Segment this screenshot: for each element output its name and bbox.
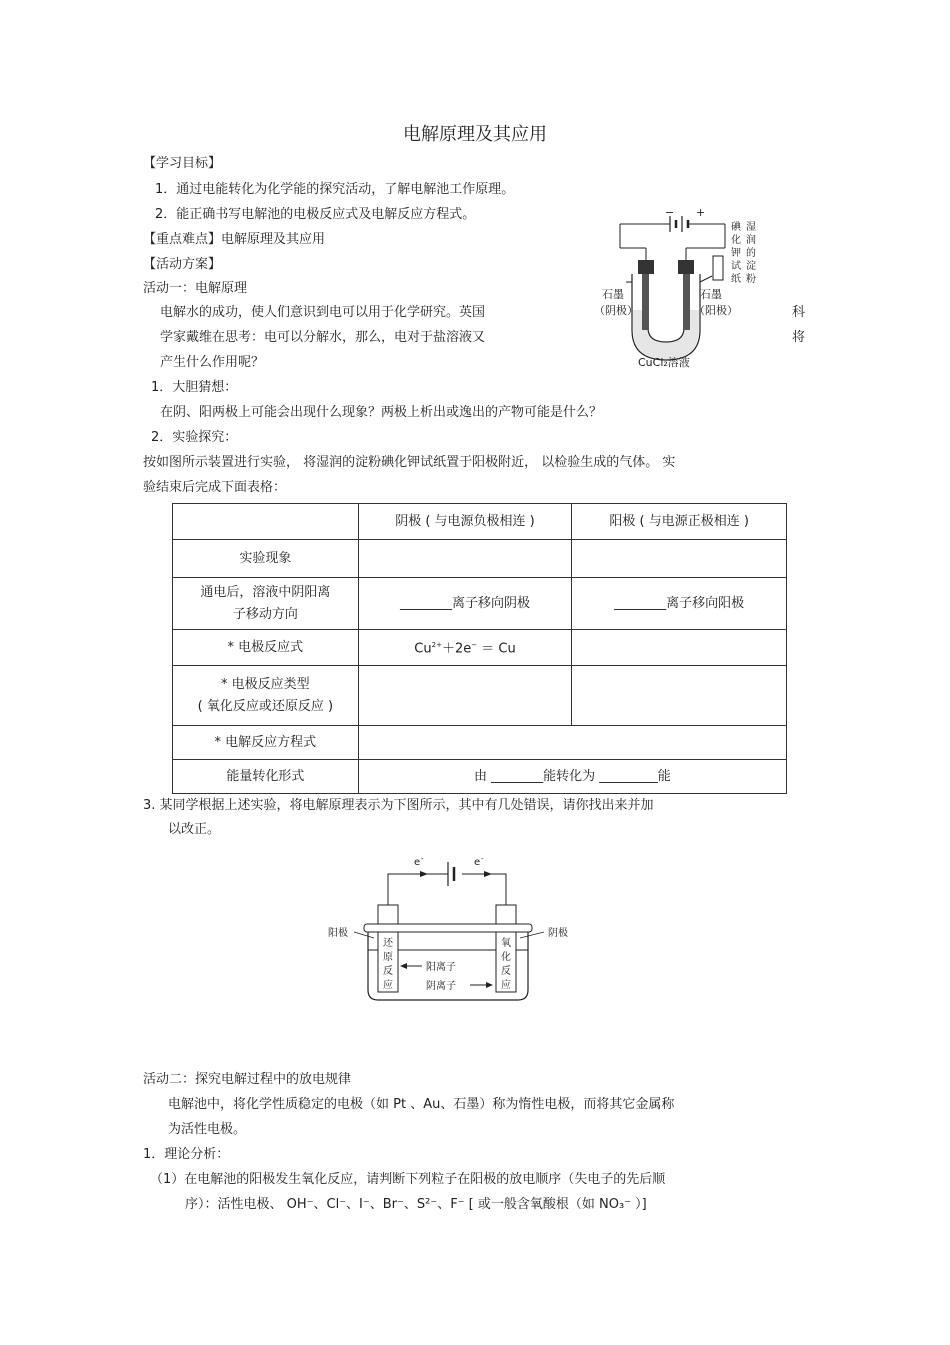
question-1: 1．大胆猜想： bbox=[151, 380, 238, 395]
question-2: 2．实验探究： bbox=[151, 430, 238, 445]
solution-label: CuCl₂溶液 bbox=[638, 356, 690, 369]
cell-empty bbox=[358, 666, 572, 726]
table-row bbox=[173, 578, 787, 630]
electron-label-right: e bbox=[474, 857, 481, 868]
cell-empty bbox=[572, 540, 787, 578]
question-3-line-1: 3. 某同学根据上述实验，将电解原理表示为下图所示，其中有几处错误，请你找出来并加 bbox=[143, 798, 654, 813]
row-label-move-line-1: 通电后，溶液中阴阳离 bbox=[200, 584, 331, 600]
left-electrode-label: 阳极 bbox=[328, 928, 348, 939]
question-2-line-1: 按如图所示装置进行实验， 将湿润的淀粉碘化钾试纸置于阳极附近， 以检验生成的气体。 实 bbox=[143, 455, 676, 470]
minus-sign: − bbox=[665, 206, 675, 219]
goal-2: 2．能正确书写电解池的电极反应式及电解反应方程式。 bbox=[155, 207, 476, 222]
reaction-cu: Cu bbox=[414, 641, 432, 657]
activity-one-title: 活动一：电解原理 bbox=[143, 281, 248, 296]
row-label-move bbox=[173, 578, 359, 630]
plan-header: 【活动方案】 bbox=[143, 257, 222, 272]
question-1-text: 在阴、阳两极上可能会出现什么现象？两极上析出或逸出的产物可能是什么？ bbox=[160, 405, 603, 420]
anion-label: 阴离子 bbox=[426, 981, 456, 992]
electron-sup-right: - bbox=[481, 855, 484, 863]
left-box-char-2: 反 bbox=[383, 966, 393, 977]
left-box-char-3: 应 bbox=[383, 980, 393, 991]
table-row bbox=[173, 630, 787, 666]
intro-line-3: 产生什么作用呢？ bbox=[160, 355, 265, 370]
goal-1: 1．通过电能转化为化学能的探究活动，了解电解池工作原理。 bbox=[155, 182, 515, 197]
reaction-end: ＝ Cu bbox=[481, 641, 516, 657]
right-electrode-label: 阴极 bbox=[548, 928, 568, 939]
table-row bbox=[173, 726, 787, 760]
paper-label-2-4: 粉 bbox=[746, 274, 756, 285]
table-row bbox=[173, 666, 787, 726]
row-label-phenomenon: 实验现象 bbox=[173, 540, 359, 578]
row-label-reaction: * 电极反应式 bbox=[173, 630, 359, 666]
row-label-type-line-2: ( 氧化反应或还原反应 ) bbox=[197, 698, 334, 714]
row-label-move-line-2: 子移动方向 bbox=[232, 606, 298, 622]
table-row bbox=[173, 540, 787, 578]
paper-label-2-3: 淀 bbox=[746, 261, 756, 272]
paper-label-1-0: 碘 bbox=[731, 222, 741, 233]
electron-sup-left: - bbox=[421, 855, 424, 863]
row-label-type bbox=[173, 666, 359, 726]
right-box-char-1: 化 bbox=[501, 952, 511, 963]
cell-empty bbox=[358, 540, 572, 578]
reaction-charge-2: − bbox=[471, 641, 478, 650]
cell-empty bbox=[572, 630, 787, 666]
cell-empty bbox=[358, 726, 786, 760]
question-3-line-2: 以改正。 bbox=[168, 822, 221, 837]
activity-two-line-2: 为活性电极。 bbox=[168, 1122, 247, 1137]
error-cell-figure bbox=[320, 850, 590, 1005]
activity-two-sub-1-line-1: （1）在电解池的阳极发生氧化反应，请判断下列粒子在阳极的放电顺序（失电子的先后顺 bbox=[150, 1172, 666, 1187]
paper-label-1-3: 试 bbox=[731, 261, 741, 272]
row-label-type-line-1: * 电极反应类型 bbox=[221, 676, 310, 692]
intro-line-2: 学家戴维在思考：电可以分解水，那么，电对于盐溶液又 bbox=[160, 330, 486, 345]
plus-sign: + bbox=[696, 206, 706, 219]
reaction-mid: ＋2e bbox=[441, 641, 472, 657]
left-box-char-1: 原 bbox=[383, 952, 393, 963]
move-cathode: ________离子移向阴极 bbox=[358, 578, 572, 630]
left-electrode-label: 石墨 bbox=[602, 288, 624, 301]
paper-label-1-1: 化 bbox=[731, 235, 741, 246]
reaction-charge-1: 2+ bbox=[431, 641, 442, 650]
table-row bbox=[173, 760, 787, 794]
activity-two-sub-1-line-2: 序）：活性电极、 OH⁻、Cl⁻、I⁻、Br⁻、S²⁻、F⁻ [ 或一般含氧酸根（如 NO₃⁻ ）] bbox=[185, 1197, 647, 1212]
row-label-energy: 能量转化形式 bbox=[173, 760, 359, 794]
activity-two-line-1: 电解池中，将化学性质稳定的电极（如 Pt 、Au、石墨）称为惰性电极，而将其它金属称 bbox=[168, 1097, 675, 1112]
left-electrode-role: （阴极） bbox=[594, 304, 638, 317]
table-header-cell bbox=[173, 504, 359, 540]
cation-label: 阳离子 bbox=[426, 962, 456, 973]
row-label-equation: * 电解反应方程式 bbox=[173, 726, 359, 760]
apparatus-figure bbox=[590, 200, 770, 375]
right-box-char-2: 反 bbox=[501, 966, 511, 977]
move-anode: ________离子移向阳极 bbox=[572, 578, 787, 630]
right-box-char-0: 氧 bbox=[501, 938, 511, 949]
intro-right-2: 将 bbox=[792, 330, 806, 345]
electron-label-left: e bbox=[414, 857, 421, 868]
cathode-reaction bbox=[358, 630, 572, 666]
activity-two-question-1: 1．理论分析： bbox=[143, 1147, 230, 1162]
question-2-line-2: 验结束后完成下面表格： bbox=[143, 480, 287, 495]
paper-label-2-2: 的 bbox=[746, 248, 756, 259]
key-point: 【重点难点】电解原理及其应用 bbox=[143, 232, 326, 247]
intro-line-1: 电解水的成功，使人们意识到电可以用于化学研究。英国 bbox=[160, 305, 486, 320]
paper-label-2-1: 润 bbox=[746, 235, 756, 246]
page-title: 电解原理及其应用 bbox=[403, 124, 547, 145]
goal-header: 【学习目标】 bbox=[143, 156, 222, 171]
table-header-anode: 阳极 ( 与电源正极相连 ) bbox=[572, 504, 787, 540]
right-electrode-label: 石墨 bbox=[700, 288, 722, 301]
right-electrode-role: （阳极） bbox=[694, 304, 738, 317]
paper-label-1-4: 纸 bbox=[731, 274, 741, 285]
paper-label-2-0: 湿 bbox=[746, 222, 756, 233]
experiment-table bbox=[172, 503, 787, 794]
left-box-char-0: 还 bbox=[383, 938, 393, 949]
energy-text: 由 ________能转化为 _________能 bbox=[358, 760, 786, 794]
cell-empty bbox=[572, 666, 787, 726]
paper-label-1-2: 钾 bbox=[731, 248, 741, 259]
table-header-cathode: 阴极 ( 与电源负极相连 ) bbox=[358, 504, 572, 540]
table-header-row bbox=[173, 504, 787, 540]
intro-right-1: 科 bbox=[792, 305, 806, 320]
right-box-char-3: 应 bbox=[501, 980, 511, 991]
activity-two-title: 活动二：探究电解过程中的放电规律 bbox=[143, 1072, 352, 1087]
